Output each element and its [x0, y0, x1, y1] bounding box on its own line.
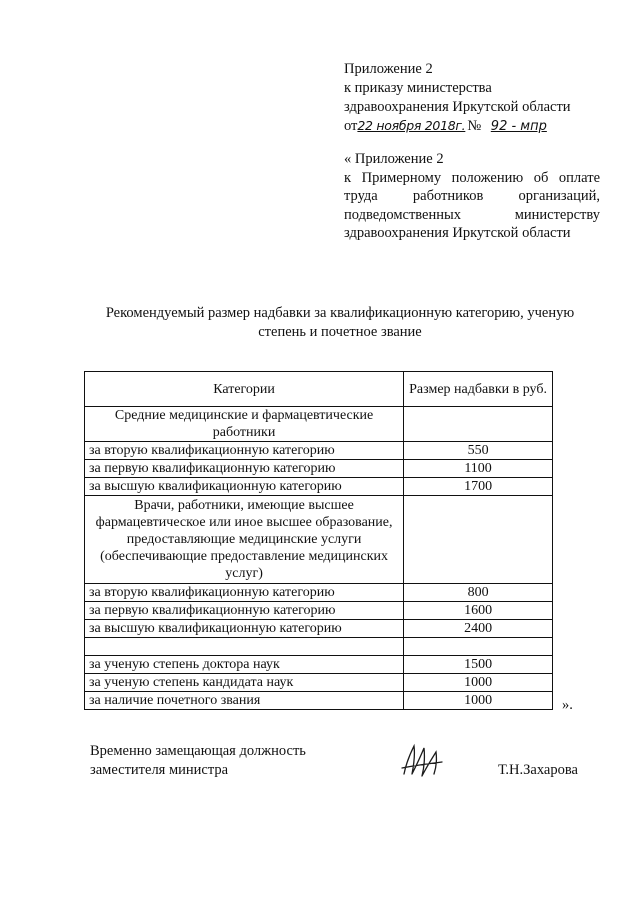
row-label: за вторую квалификационную категорию	[85, 584, 404, 602]
quoted-appendix-line-5: здравоохранения Иркутской области	[344, 225, 571, 241]
table-row	[85, 620, 553, 638]
quoted-appendix-line-4: подведомственных министерству	[344, 206, 600, 223]
appendix-label: Приложение 2	[344, 61, 433, 77]
number-sign: №	[467, 118, 482, 134]
date-prefix: от	[344, 118, 358, 134]
quoted-appendix-line-3: труда работников организаций,	[344, 188, 600, 204]
table-row	[85, 584, 553, 602]
quoted-appendix-block	[344, 150, 600, 243]
allowance-table	[84, 371, 553, 710]
row-label: за ученую степень кандидата наук	[85, 674, 404, 692]
row-label: за первую квалификационную категорию	[85, 602, 404, 620]
document-title-line-1: Рекомендуемый размер надбавки за квалификационную категорию, ученую	[105, 305, 575, 321]
signatory-name: Т.Н.Захарова	[498, 762, 578, 778]
row-value: 1700	[404, 478, 553, 496]
row-value: 1600	[404, 602, 553, 620]
closing-quote-mark: ».	[562, 697, 573, 713]
section-1-title: Средние медицинские и фармацевтические работники	[85, 407, 404, 442]
row-value: 1000	[404, 674, 553, 692]
section-2-title: Врачи, работники, имеющие высшее фармацевтическое или иное высшее образование, предоставляющие медицинские услуги (обеспечивающие предоставление медицинских услуг)	[85, 496, 404, 584]
header-amount: Размер надбавки в руб.	[404, 372, 553, 407]
table-row	[85, 602, 553, 620]
section-title-row	[85, 496, 553, 584]
signatory-position-line-1: Временно замещающая должность	[90, 743, 306, 759]
row-value: 1100	[404, 460, 553, 478]
section-title-row	[85, 407, 553, 442]
table-row	[85, 656, 553, 674]
row-value: 1000	[404, 692, 553, 710]
table-header-row	[85, 372, 553, 407]
table-row	[85, 692, 553, 710]
section-2-empty	[404, 496, 553, 584]
row-label: за первую квалификационную категорию	[85, 460, 404, 478]
table-row	[85, 478, 553, 496]
section-1-empty	[404, 407, 553, 442]
row-value: 550	[404, 442, 553, 460]
empty-cell	[85, 638, 404, 656]
table-row	[85, 674, 553, 692]
row-label: за высшую квалификационную категорию	[85, 620, 404, 638]
appendix-ministry: здравоохранения Иркутской области	[344, 99, 571, 115]
row-label: за вторую квалификационную категорию	[85, 442, 404, 460]
handwritten-signature	[398, 740, 448, 780]
document-title	[90, 304, 590, 342]
row-value: 2400	[404, 620, 553, 638]
document-title-line-2: степень и почетное звание	[258, 324, 422, 340]
row-label: за высшую квалификационную категорию	[85, 478, 404, 496]
empty-row	[85, 638, 553, 656]
empty-cell	[404, 638, 553, 656]
quoted-appendix-line-2: к Примерному положению об оплате	[344, 169, 600, 186]
row-label: за ученую степень доктора наук	[85, 656, 404, 674]
signatory-position-line-2: заместителя министра	[90, 762, 229, 778]
row-label: за наличие почетного звания	[85, 692, 404, 710]
row-value: 1500	[404, 656, 553, 674]
order-date-handwritten: 22 ноября 2018г.	[357, 118, 466, 133]
order-date-line	[344, 117, 547, 136]
header-category: Категории	[85, 372, 404, 407]
table-row	[85, 460, 553, 478]
table-row	[85, 442, 553, 460]
appendix-order-ref: к приказу министерства	[344, 80, 492, 96]
order-number-handwritten: 92 - мпр	[490, 119, 547, 134]
quoted-appendix-title: « Приложение 2	[344, 151, 444, 167]
row-value: 800	[404, 584, 553, 602]
